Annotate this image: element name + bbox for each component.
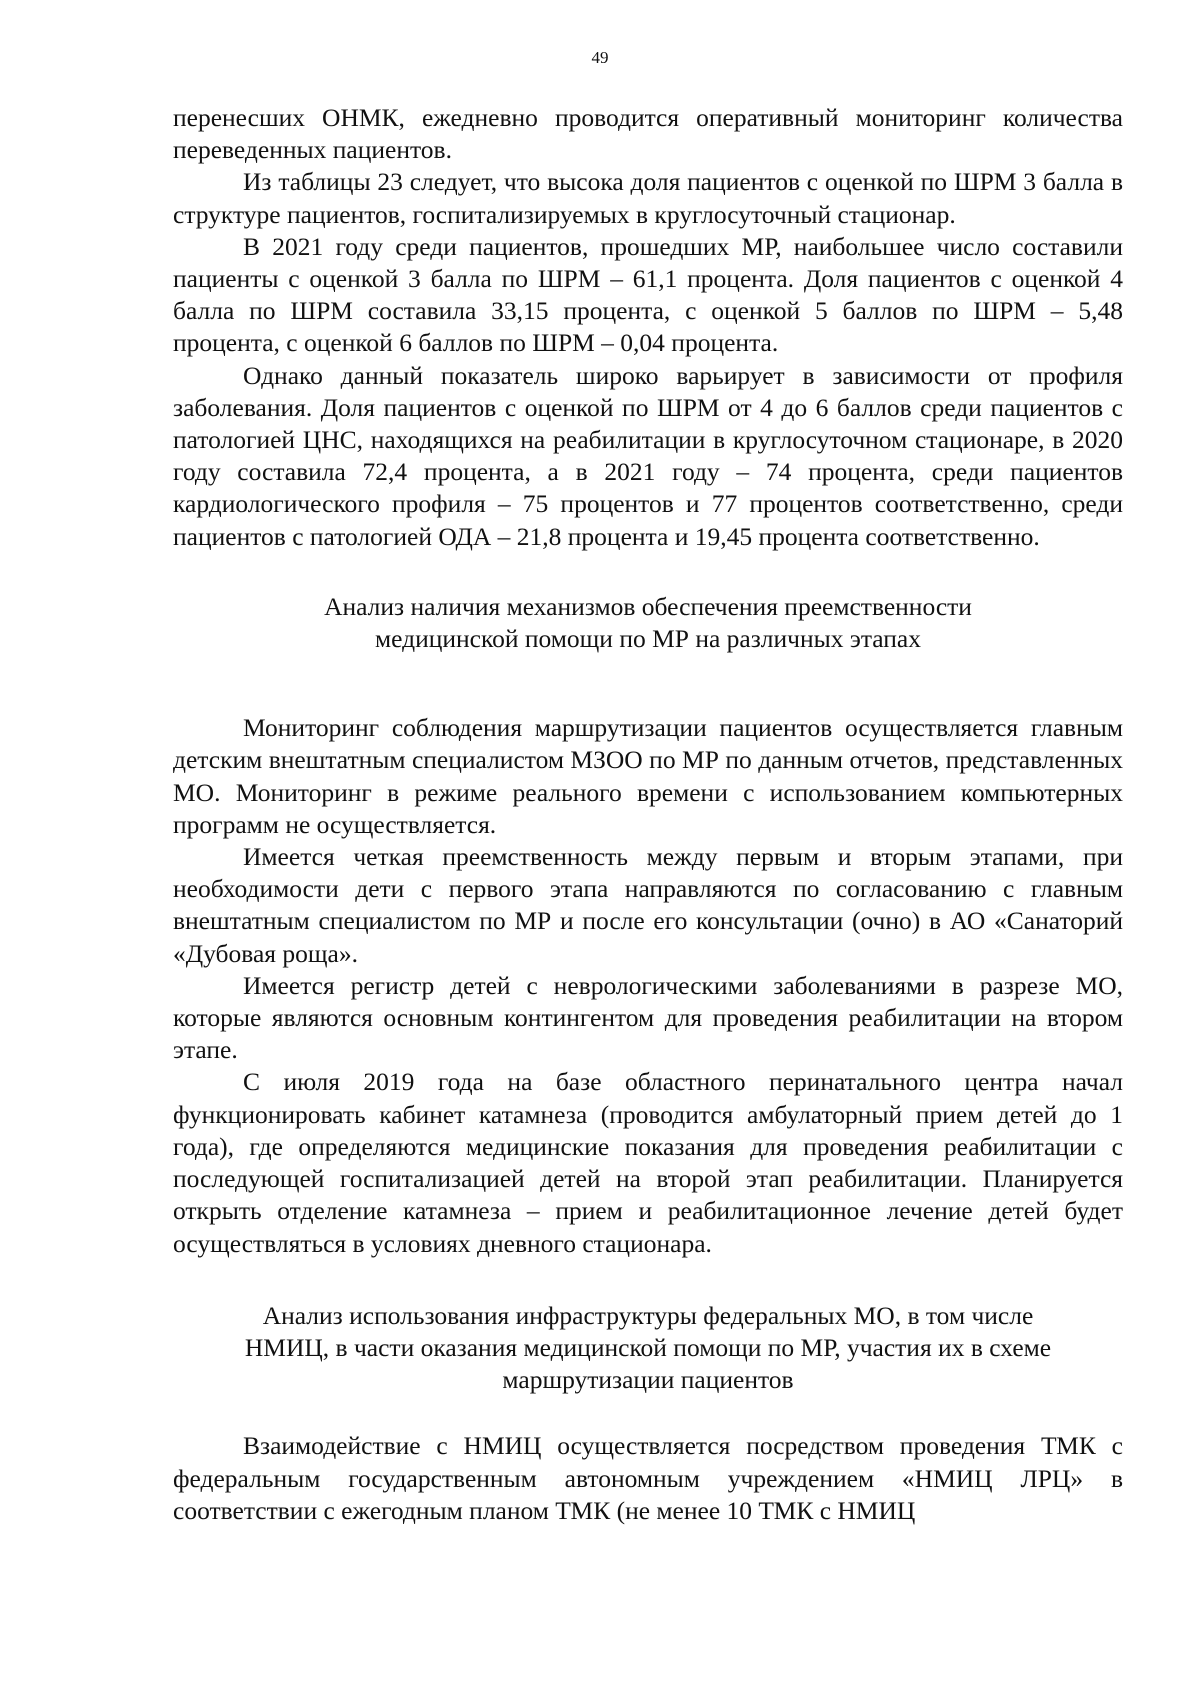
paragraph-nmic-interaction: Взаимодействие с НМИЦ осуществляется посредством проведения ТМК с федеральным государственным автономным учреждением «НМИЦ ЛРЦ» в соответствии с ежегодным планом ТМК (не менее 10 ТМК с НМИЦ [173, 1431, 1123, 1525]
section-heading-federal-infrastructure [173, 1300, 1123, 1397]
heading-line: Анализ использования инфраструктуры федеральных МО, в том числе [262, 1300, 1034, 1330]
heading-line: Анализ наличия механизмов обеспечения преемственности [324, 591, 972, 621]
heading-line: НМИЦ, в части оказания медицинской помощи по МР, участия их в схеме [244, 1332, 1052, 1362]
paragraph-routing-monitoring: Мониторинг соблюдения маршрутизации пациентов осуществляется главным детским внештатным специалистом МЗОО по МР по данным отчетов, представленных МО. Мониторинг в режиме реального времени с использованием компьютерных программ не осуществляется. [173, 713, 1123, 839]
paragraph-table23: Из таблицы 23 следует, что высока доля пациентов с оценкой по ШРМ 3 балла в структуре пациентов, госпитализируемых в круглосуточный стационар. [173, 167, 1123, 229]
heading-line: маршрутизации пациентов [502, 1365, 794, 1395]
heading-line: медицинской помощи по МР на различных этапах [375, 624, 921, 654]
page-number: 49 [591, 48, 609, 67]
paragraph-continuation: перенесших ОНМК, ежедневно проводится оперативный мониторинг количества переведенных пациентов. [173, 103, 1123, 165]
document-body [173, 102, 1123, 1527]
paragraph-profile-variation: Однако данный показатель широко варьирует в зависимости от профиля заболевания. Доля пациентов с оценкой по ШРМ от 4 до 6 баллов среди пациентов с патологией ЦНС, находящихся на реабилитации в круглосуточном стационаре, в 2020 году составила 72,4 процента, а в 2021 году – 74 процента, среди пациентов кардиологического профиля – 75 процентов и 77 процентов соответственно, среди пациентов с патологией ОДА – 21,8 процента и 19,45 процента соответственно. [173, 360, 1123, 551]
section-heading-continuity [173, 591, 1123, 655]
paragraph-catamnesis: С июля 2019 года на базе областного перинатального центра начал функционировать кабинет катамнеза (проводится амбулаторный прием детей до 1 года), где определяются медицинские показания для проведения реабилитации с последующей госпитализацией детей на второй этап реабилитации. Планируется открыть отделение катамнеза – прием и реабилитационное лечение детей будет осуществляться в условиях дневного стационара. [173, 1067, 1123, 1258]
paragraph-2021-stats: В 2021 году среди пациентов, прошедших МР, наибольшее число составили пациенты с оценкой 3 балла по ШРМ – 61,1 процента. Доля пациентов с оценкой 4 балла по ШРМ составила 33,15 процента, с оценкой 5 баллов по ШРМ – 5,48 процента, с оценкой 6 баллов по ШРМ – 0,04 процента. [173, 231, 1123, 358]
paragraph-stage-continuity: Имеется четкая преемственность между первым и вторым этапами, при необходимости дети с первого этапа направляются по согласованию с главным внештатным специалистом по МР и после его консультации (очно) в АО «Санаторий «Дубовая роща». [173, 842, 1123, 968]
paragraph-registry: Имеется регистр детей с неврологическими заболеваниями в разрезе МО, которые являются основным контингентом для проведения реабилитации на втором этапе. [173, 970, 1123, 1065]
